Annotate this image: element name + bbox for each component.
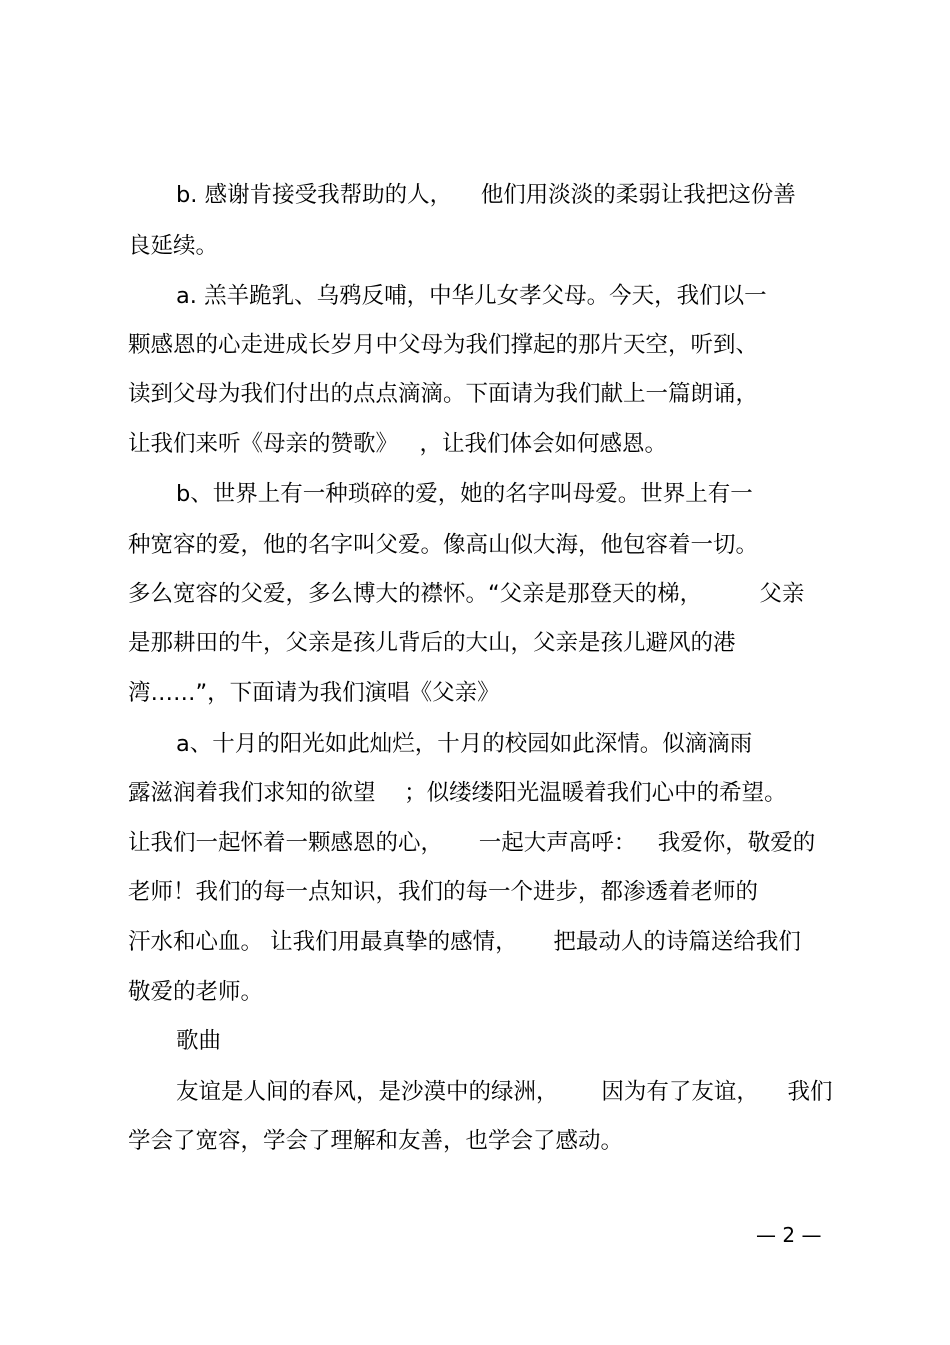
text-line: 让我们来听《母亲的赞歌》 ，让我们体会如何感恩。 bbox=[128, 431, 667, 457]
section-heading: 歌曲 bbox=[176, 1028, 222, 1054]
text-line: 多么宽容的父爱，多么博大的襟怀。“父亲是那登天的梯， 父亲 bbox=[128, 581, 805, 607]
text-line: 种宽容的爱，他的名字叫父爱。像高山似大海，他包容着一切。 bbox=[128, 532, 759, 558]
text-line: 老师！我们的每一点知识，我们的每一个进步，都渗透着老师的 bbox=[128, 879, 759, 905]
text-line: 敬爱的老师。 bbox=[128, 979, 264, 1005]
page-number: — 2 — bbox=[756, 1223, 822, 1247]
text-line: 是那耕田的牛，父亲是孩儿背后的大山，父亲是孩儿避风的港 bbox=[128, 630, 736, 656]
text-line: b、世界上有一种琐碎的爱，她的名字叫母爱。世界上有一 bbox=[176, 481, 753, 507]
text-line: 让我们一起怀着一颗感恩的心， 一起大声高呼： 我爱你，敬爱的 bbox=[128, 830, 816, 856]
text-line: 读到父母为我们付出的点点滴滴。下面请为我们献上一篇朗诵， bbox=[128, 381, 759, 407]
text-line: 汗水和心血。 让我们用最真挚的感情， 把最动人的诗篇送给我们 bbox=[128, 929, 801, 955]
text-line: 露滋润着我们求知的欲望 ；似缕缕阳光温暖着我们心中的希望。 bbox=[128, 780, 787, 806]
text-line: 湾……”，下面请为我们演唱《父亲》 bbox=[128, 680, 500, 706]
text-line: 良延续。 bbox=[128, 233, 219, 259]
text-line: b. 感谢肯接受我帮助的人， 他们用淡淡的柔弱让我把这份善 bbox=[176, 182, 796, 208]
text-line: 友谊是人间的春风，是沙漠中的绿洲， 因为有了友谊， 我们 bbox=[176, 1079, 833, 1105]
text-line: 学会了宽容，学会了理解和友善，也学会了感动。 bbox=[128, 1128, 624, 1154]
text-line: a. 羔羊跪乳、乌鸦反哺，中华儿女孝父母。今天，我们以一 bbox=[176, 283, 767, 309]
text-line: 颗感恩的心走进成长岁月中父母为我们撑起的那片天空，听到、 bbox=[128, 332, 759, 358]
text-line: a、十月的阳光如此灿烂，十月的校园如此深情。似滴滴雨 bbox=[176, 731, 753, 757]
